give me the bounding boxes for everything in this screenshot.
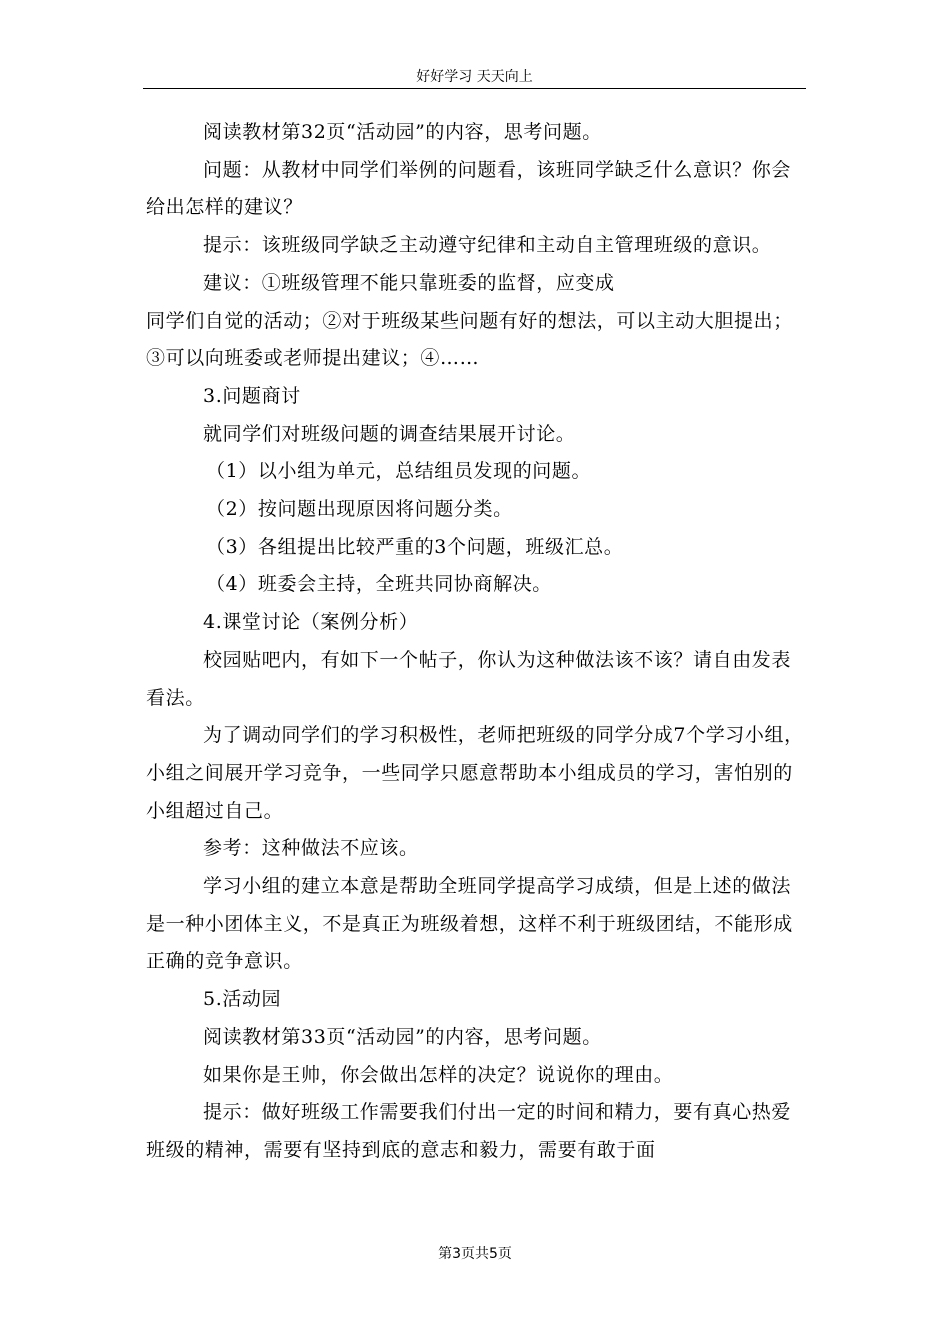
paragraph: 5.活动园 (203, 988, 282, 1011)
document-body (146, 114, 810, 1170)
paragraph: 就同学们对班级问题的调查结果展开讨论。 (203, 422, 576, 445)
page-header: 好好学习 天天向上 (416, 69, 533, 85)
paragraph: 提示：该班级同学缺乏主动遵守纪律和主动自主管理班级的意识。 (203, 234, 772, 257)
paragraph: 如果你是王帅，你会做出怎样的决定？说说你的理由。 (203, 1063, 674, 1086)
paragraph: （2）按问题出现原因将问题分类。 (206, 498, 513, 521)
paragraph: 问题：从教材中同学们举例的问题看，该班同学缺乏什么意识？你会给出怎样的建议？ (146, 158, 792, 219)
paragraph: 3.问题商讨 (203, 384, 301, 407)
paragraph: 4.课堂讨论（案例分析） (203, 611, 419, 634)
paragraph: 学习小组的建立本意是帮助全班同学提高学习成绩，但是上述的做法是一种小团体主义，不是真正为班级着想，这样不利于班级团结，不能形成正确的竞争意识。 (146, 875, 793, 973)
page-footer: 第3页共5页 (438, 1246, 512, 1262)
paragraph: （1）以小组为单元，总结组员发现的问题。 (206, 460, 592, 483)
paragraph: 提示：做好班级工作需要我们付出一定的时间和精力，要有真心热爱班级的精神，需要有坚持到底的意志和毅力，需要有敢于面 (146, 1101, 792, 1161)
paragraph: 建议：①班级管理不能只靠班委的监督，应变成 (203, 271, 615, 294)
paragraph: 阅读教材第33页“活动园”的内容，思考问题。 (203, 1025, 602, 1048)
paragraph: 同学们自觉的活动；②对于班级某些问题有好的想法，可以主动大胆提出；③可以向班委或老师提出建议；④…… (146, 309, 793, 370)
header-divider (143, 88, 806, 89)
paragraph: 为了调动同学们的学习积极性，老师把班级的同学分成7个学习小组，小组之间展开学习竞争，一些同学只愿意帮助本小组成员的学习，害怕别的小组超过自己。 (146, 724, 804, 822)
paragraph: 校园贴吧内，有如下一个帖子，你认为这种做法该不该？请自由发表看法。 (146, 648, 792, 709)
paragraph: 阅读教材第32页“活动园”的内容，思考问题。 (203, 121, 602, 143)
paragraph: （4）班委会主持，全班共同协商解决。 (206, 573, 552, 596)
paragraph: （3）各组提出比较严重的3个问题，班级汇总。 (206, 535, 624, 558)
paragraph: 参考：这种做法不应该。 (203, 837, 419, 860)
